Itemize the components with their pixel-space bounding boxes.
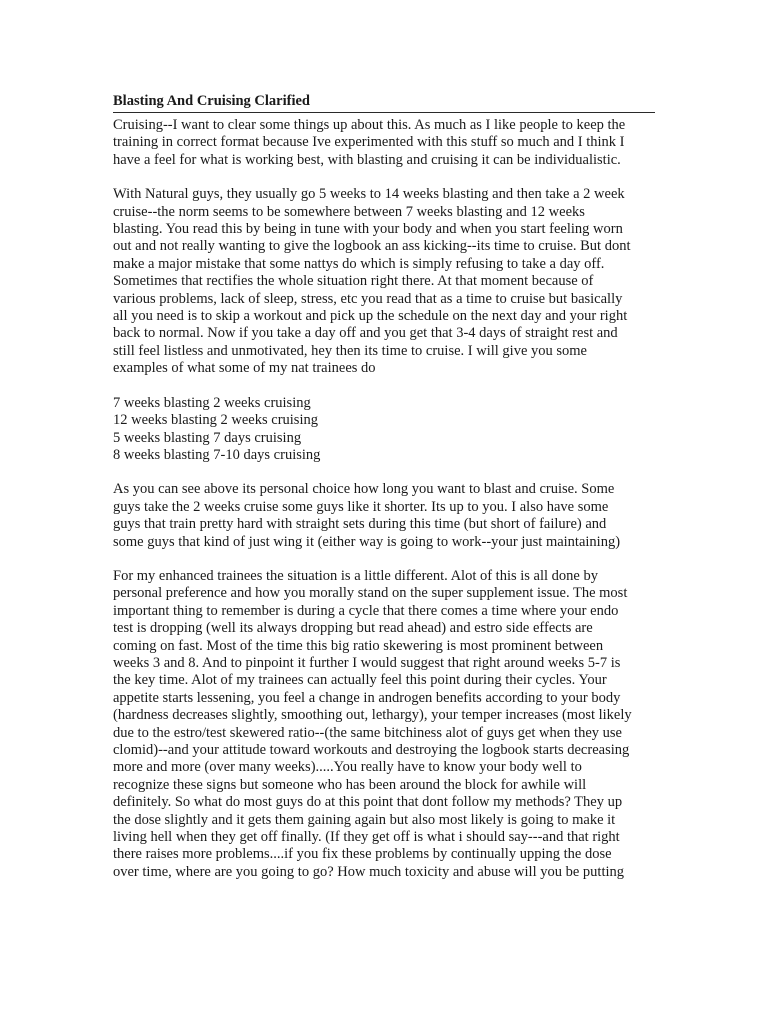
text-line: guys take the 2 weeks cruise some guys like it shorter. Its up to you. I also have some bbox=[113, 498, 609, 515]
text-line: (hardness decreases slightly, smoothing out, lethargy), your temper increases (most likely bbox=[113, 707, 632, 724]
schedule-list bbox=[113, 395, 655, 465]
text-line: due to the estro/test skewered ratio--(the same bitchiness alot of guys get when they use bbox=[113, 724, 622, 741]
text-line: living hell when they get off finally. (If they get off is what i should say---and that right bbox=[113, 829, 620, 846]
text-line: over time, where are you going to go? How much toxicity and abuse will you be putting bbox=[113, 863, 625, 880]
document-page bbox=[113, 92, 655, 881]
paragraph-natural-guys bbox=[113, 186, 655, 377]
text-line: appetite starts lessening, you feel a change in androgen benefits according to your body bbox=[113, 689, 621, 706]
text-line: all you need is to skip a workout and pick up the schedule on the next day and your right bbox=[113, 308, 628, 325]
text-line: make a major mistake that some nattys do which is simply refusing to take a day off. bbox=[113, 255, 605, 272]
text-line: important thing to remember is during a cycle that there comes a time where your endo bbox=[113, 602, 619, 619]
text-line: definitely. So what do most guys do at this point that dont follow my methods? They up bbox=[113, 794, 623, 811]
text-line: Cruising--I want to clear some things up about this. As much as I like people to keep the bbox=[113, 117, 626, 133]
text-line: As you can see above its personal choice how long you want to blast and cruise. Some bbox=[113, 481, 615, 498]
text-line: Sometimes that rectifies the whole situation right there. At that moment because of bbox=[113, 273, 594, 290]
text-line: clomid)--and your attitude toward workouts and destroying the logbook starts decreasing bbox=[113, 742, 630, 758]
text-line: For my enhanced trainees the situation is a little different. Alot of this is all done by bbox=[113, 567, 598, 584]
paragraph-enhanced-trainees bbox=[113, 568, 655, 881]
text-line: test is dropping (well its always dropping but read ahead) and estro side effects are bbox=[113, 620, 593, 637]
text-line: personal preference and how you morally stand on the super supplement issue. The most bbox=[113, 585, 628, 602]
text-line: blasting. You read this by being in tune with your body and when you start feeling worn bbox=[113, 221, 623, 238]
document-title: Blasting And Cruising Clarified bbox=[113, 92, 655, 113]
paragraph-intro bbox=[113, 117, 655, 169]
text-line: the dose slightly and it gets them gaining again but also most likely is going to make it bbox=[113, 811, 616, 828]
list-item: 8 weeks blasting 7-10 days cruising bbox=[113, 446, 321, 463]
text-line: weeks 3 and 8. And to pinpoint it further I would suggest that right around weeks 5-7 is bbox=[113, 654, 621, 671]
text-line: there raises more problems....if you fix these problems by continually upping the dose bbox=[113, 846, 612, 863]
text-line: back to normal. Now if you take a day off and you get that 3-4 days of straight rest and bbox=[113, 325, 618, 342]
text-line: some guys that kind of just wing it (either way is going to work--your just maintaining) bbox=[113, 533, 621, 550]
text-line: various problems, lack of sleep, stress, etc you read that as a time to cruise but basically bbox=[113, 290, 623, 307]
text-line: have a feel for what is working best, with blasting and cruising it can be individualistic. bbox=[113, 151, 621, 168]
list-item: 5 weeks blasting 7 days cruising bbox=[113, 429, 302, 446]
text-line: guys that train pretty hard with straight sets during this time (but short of failure) and bbox=[113, 516, 607, 533]
text-line: training in correct format because Ive experimented with this stuff so much and I think I bbox=[113, 134, 625, 151]
text-line: the key time. Alot of my trainees can actually feel this point during their cycles. Your bbox=[113, 672, 607, 689]
text-line: coming on fast. Most of the time this big ratio skewering is most prominent between bbox=[113, 637, 604, 654]
list-item: 7 weeks blasting 2 weeks cruising bbox=[113, 394, 311, 411]
text-line: With Natural guys, they usually go 5 weeks to 14 weeks blasting and then take a 2 week bbox=[113, 186, 625, 203]
text-line: still feel listless and unmotivated, hey then its time to cruise. I will give you some bbox=[113, 342, 587, 359]
text-line: out and not really wanting to give the logbook an ass kicking--its time to cruise. But dont bbox=[113, 238, 631, 255]
text-line: recognize these signs but someone who has been around the block for awhile will bbox=[113, 776, 587, 793]
text-line: cruise--the norm seems to be somewhere between 7 weeks blasting and 12 weeks bbox=[113, 203, 585, 220]
text-line: examples of what some of my nat trainees do bbox=[113, 360, 376, 377]
list-item: 12 weeks blasting 2 weeks cruising bbox=[113, 412, 318, 429]
paragraph-personal-choice bbox=[113, 481, 655, 551]
text-line: more and more (over many weeks).....You really have to know your body well to bbox=[113, 759, 582, 776]
